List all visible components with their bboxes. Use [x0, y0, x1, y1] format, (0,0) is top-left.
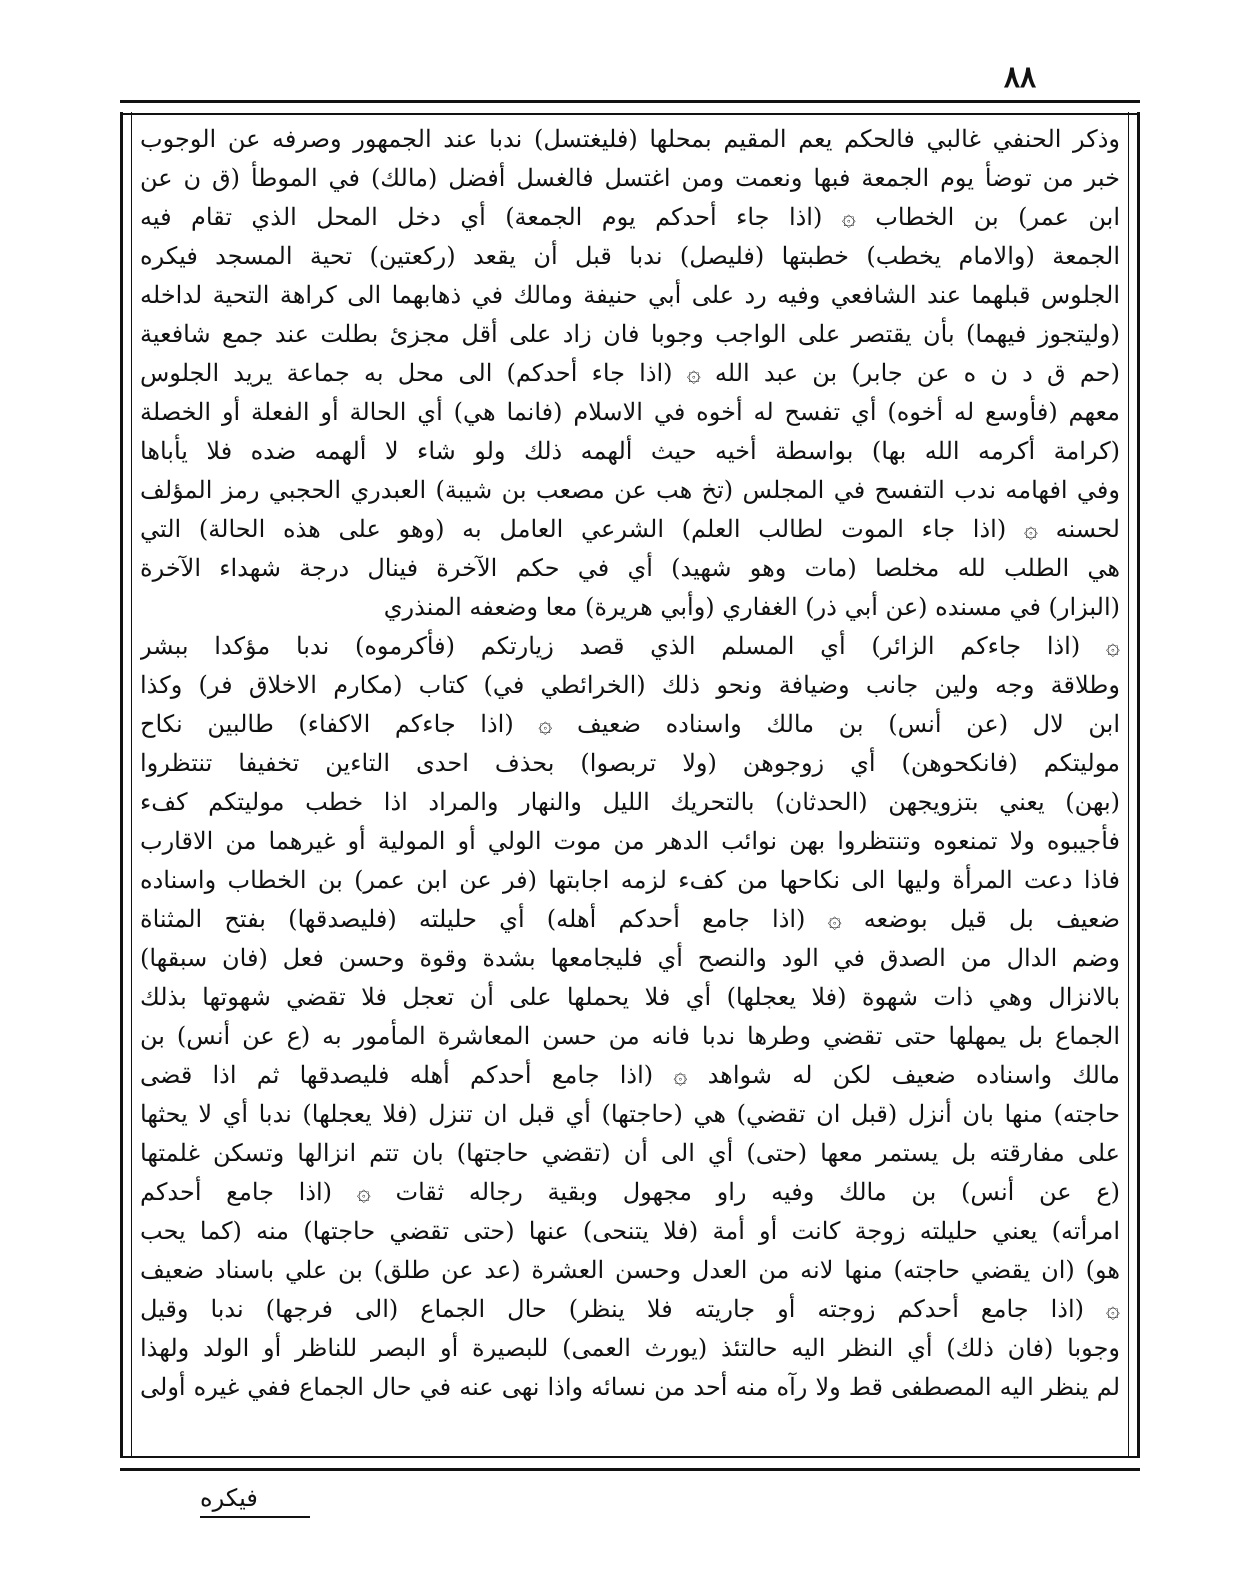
text-line: هي الطلب لله مخلصا (مات وهو شهيد) أي في حكم الآخرة فينال درجة شهداء الآخرة	[140, 554, 1120, 582]
text-line: حاجته) منها بان أنزل (قبل ان تقضي) هي (حاجتها) أي قبل ان تنزل (فلا يعجلها) ندبا أي لا يحثها	[140, 1100, 1120, 1128]
frame-top-rule	[120, 100, 1140, 115]
text-line: هو) (ان يقضي حاجته) منها لانه من العدل وحسن العشرة (عد عن طلق) بن علي باسناد ضعيف	[140, 1256, 1120, 1284]
text-line: (حم ق د ن ه عن جابر) بن عبد الله ۞ (اذا جاء أحدكم) الى محل به جماعة يريد الجلوس	[140, 359, 1120, 387]
text-line: وفي افهامه ندب التفسح في المجلس (تخ هب عن مصعب بن شيبة) العبدري الحجبي رمز المؤلف	[140, 476, 1120, 504]
text-line: وطلاقة وجه ولين جانب وضيافة ونحو ذلك (الخرائطي في) كتاب (مكارم الاخلاق فر) وكذا	[140, 671, 1120, 699]
text-line: (وليتجوز فيهما) بأن يقتصر على الواجب وجوبا فان زاد على أقل مجزئ بطلت عند جمع شافعية	[140, 320, 1120, 348]
text-line: وجوبا (فان ذلك) أي النظر اليه حالتئذ (يورث العمى) للبصيرة أو البصر للناظر أو الولد ولهذا	[140, 1334, 1120, 1362]
text-line: ابن عمر) بن الخطاب ۞ (اذا جاء أحدكم يوم الجمعة) أي دخل المحل الذي تقام فيه	[140, 203, 1120, 231]
text-line: على مفارقته بل يستمر معها (حتى) أي الى أن (تقضي حاجتها) بان تتم انزالها وتسكن غلمتها	[140, 1139, 1120, 1167]
text-line: (كرامة أكرمه الله بها) بواسطة أخيه حيث ألهمه ذلك ولو شاء لا ألهمه ضده فلا يأباها	[140, 437, 1120, 465]
text-line: (ع عن أنس) بن مالك وفيه راو مجهول وبقية رجاله ثقات ۞ (اذا جامع أحدكم	[140, 1178, 1120, 1206]
text-line: ۞ (اذا جامع أحدكم زوجته أو جاريته فلا ينظر) حال الجماع (الى فرجها) ندبا وقيل	[140, 1295, 1120, 1323]
frame-bottom-rule	[120, 1456, 1140, 1471]
text-line: (بهن) يعني بتزويجهن (الحدثان) بالتحريك الليل والنهار والمراد اذا خطب موليتكم كفء	[140, 788, 1120, 816]
frame-left-rule	[120, 112, 132, 1456]
text-line: الجمعة (والامام يخطب) خطبتها (فليصل) ندبا قبل أن يقعد (ركعتين) تحية المسجد فيكره	[140, 242, 1120, 270]
frame-right-rule	[1128, 112, 1140, 1456]
text-line: لحسنه ۞ (اذا جاء الموت لطالب العلم) الشرعي العامل به (وهو على هذه الحالة) التي	[140, 515, 1120, 543]
body-text	[140, 120, 1120, 1450]
text-line: معهم (فأوسع له أخوه) أي تفسح له أخوه في الاسلام (فانما هي) أي الحالة أو الفعلة أو الخصلة	[140, 398, 1120, 426]
catchword-underline	[200, 1516, 310, 1518]
text-line: مالك واسناده ضعيف لكن له شواهد ۞ (اذا جامع أحدكم أهله فليصدقها ثم اذا قضى	[140, 1061, 1120, 1089]
catchword: فيكره	[200, 1484, 258, 1512]
text-line: موليتكم (فانكحوهن) أي زوجوهن (ولا تربصوا) بحذف احدى التاءين تخفيفا تنتظروا	[140, 749, 1120, 777]
text-line: امرأته) يعني حليلته زوجة كانت أو أمة (فلا يتنحى) عنها (حتى تقضي حاجتها) منه (كما يحب	[140, 1217, 1120, 1245]
text-line: فأجيبوه ولا تمنعوه وتنتظروا بهن نوائب الدهر من موت الولي أو المولية أو غيرهما من الاقارب	[140, 827, 1120, 855]
text-line: (البزار) في مسنده (عن أبي ذر) الغفاري (وأبي هريرة) معا وضعفه المنذري	[383, 593, 1120, 621]
page-number: ٨٨	[1003, 60, 1037, 95]
text-line: ۞ (اذا جاءكم الزائر) أي المسلم الذي قصد زيارتكم (فأكرموه) ندبا مؤكدا ببشر	[140, 632, 1120, 660]
text-line: وضم الدال من الصدق في الود والنصح أي فليجامعها بشدة وقوة وحسن فعل (فان سبقها)	[140, 944, 1120, 972]
text-line: وذكر الحنفي غالبي فالحكم يعم المقيم بمحلها (فليغتسل) ندبا عند الجمهور وصرفه عن الوجوب	[140, 125, 1120, 153]
text-line: الجماع بل يمهلها حتى تقضي وطرها ندبا فانه من حسن المعاشرة المأمور به (ع عن أنس) بن	[140, 1022, 1120, 1050]
text-line: لم ينظر اليه المصطفى قط ولا رآه منه أحد من نسائه واذا نهى عنه في حال الجماع ففي غيره أولى	[140, 1373, 1120, 1401]
text-line: خبر من توضأ يوم الجمعة فبها ونعمت ومن اغتسل فالغسل أفضل (مالك) في الموطأ (ق ن عن	[140, 164, 1120, 192]
text-line: الجلوس قبلهما عند الشافعي وفيه رد على أبي حنيفة ومالك في ذهابهما الى كراهة التحية لداخله	[140, 281, 1120, 309]
text-line: بالانزال وهي ذات شهوة (فلا يعجلها) أي فلا يحملها على أن تعجل فلا تقضي شهوتها بذلك	[140, 983, 1120, 1011]
text-line: ضعيف بل قيل بوضعه ۞ (اذا جامع أحدكم أهله) أي حليلته (فليصدقها) بفتح المثناة	[140, 905, 1120, 933]
text-line: فاذا دعت المرأة وليها الى نكاحها من كفء لزمه اجابتها (فر عن ابن عمر) بن الخطاب واسناده	[140, 866, 1120, 894]
text-line: ابن لال (عن أنس) بن مالك واسناده ضعيف ۞ (اذا جاءكم الاكفاء) طالبين نكاح	[140, 710, 1120, 738]
